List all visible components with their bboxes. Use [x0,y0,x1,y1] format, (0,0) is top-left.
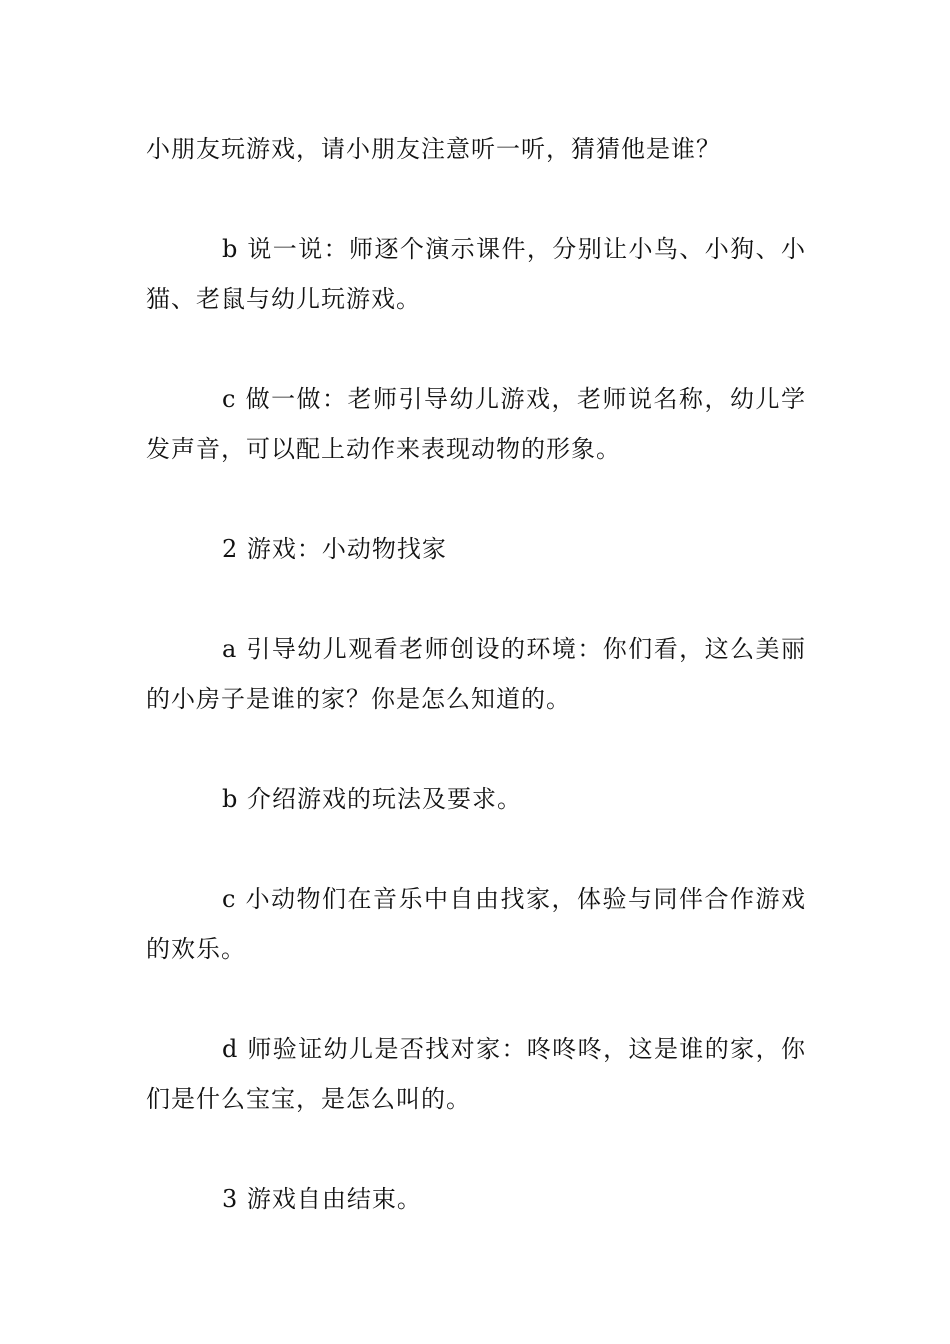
paragraph-9: 3 游戏自由结束。 [222,1185,422,1213]
paragraph-8: d 师验证幼儿是否找对家：咚咚咚，这是谁的家，你们是什么宝宝，是怎么叫的。 [146,1035,806,1113]
paragraph-1: 小朋友玩游戏，请小朋友注意听一听，猜猜他是谁？ [146,135,721,163]
paragraph-2: b 说一说：师逐个演示课件，分别让小鸟、小狗、小猫、老鼠与幼儿玩游戏。 [146,235,806,313]
document-body [146,124,806,1274]
paragraph-4: 2 游戏：小动物找家 [222,535,447,563]
paragraph-7: c 小动物们在音乐中自由找家，体验与同伴合作游戏的欢乐。 [146,885,806,963]
paragraph-3: c 做一做：老师引导幼儿游戏，老师说名称，幼儿学发声音，可以配上动作来表现动物的形象。 [146,385,806,463]
paragraph-6: b 介绍游戏的玩法及要求。 [222,785,522,813]
paragraph-5: a 引导幼儿观看老师创设的环境：你们看，这么美丽的小房子是谁的家？你是怎么知道的。 [146,635,806,713]
